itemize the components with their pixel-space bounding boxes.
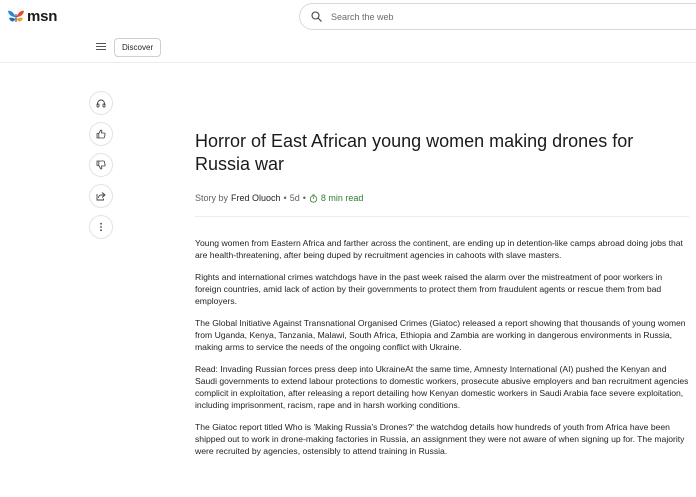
thumbs-down-icon (96, 160, 106, 170)
divider (195, 216, 689, 217)
sub-navigation (0, 36, 696, 63)
top-bar (0, 0, 696, 34)
timer-icon (309, 194, 318, 203)
like-button[interactable] (89, 122, 113, 146)
share-icon (96, 191, 106, 201)
listen-button[interactable] (89, 91, 113, 115)
read-time (309, 193, 364, 203)
search-icon (311, 11, 322, 22)
paragraph: The Global Initiative Against Transnational Organised Crimes (Giatoc) released a report showing that thousands of young women from Uganda, Kenya, Tanzania, Malawi, South Africa, Ethiopia and Zambia are working in dangerous environments in Russia, making arms to service the needs of the ongoing conflict with Ukraine. (195, 318, 686, 352)
paragraph: The Giatoc report titled Who is 'Making Russia's Drones?' the watchdog details how hundreds of youth from Africa have been shipped out to work in drone-making factories in Russia, an assignment they were not aware of when signing up for. The majority were recruited by agencies, ostensibly to attend training in Russia. (195, 422, 685, 456)
article-action-rail (89, 91, 113, 246)
read-time-label: 8 min read (320, 193, 364, 203)
article-title: Horror of East African young women making drones for Russia war (195, 131, 634, 174)
thumbs-up-icon (96, 129, 106, 139)
butterfly-logo-icon (7, 9, 25, 25)
byline-prefix: Story by (195, 193, 229, 203)
headphones-icon (96, 98, 106, 108)
hamburger-menu-icon[interactable] (96, 43, 106, 53)
paragraph: Rights and international crimes watchdogs have in the past week raised the alarm over the mistreatment of poor workers in foreign countries, amid lack of action by their governments to protect them from fraudulent agents or rescue them from bad employers. (195, 272, 663, 306)
msn-logo[interactable] (7, 8, 57, 25)
logo-text: msn (27, 8, 58, 25)
article-age: 5d (289, 193, 300, 203)
byline (195, 193, 689, 203)
article (195, 130, 689, 467)
article-body (195, 237, 689, 457)
author-link[interactable]: Fred Oluoch (231, 193, 281, 203)
share-button[interactable] (89, 184, 113, 208)
more-vertical-icon (96, 222, 106, 232)
paragraph: Young women from Eastern Africa and farther across the continent, are ending up in detention-like camps abroad doing jobs that are health-threatening, after being duped by recruitment agencies in cahoots with slave masters. (195, 238, 683, 260)
separator-dot: • (302, 193, 306, 203)
dislike-button[interactable] (89, 153, 113, 177)
paragraph: Read: Invading Russian forces press deep into UkraineAt the same time, Amnesty International (AI) pushed the Kenyan and Saudi governments to extend labour protections to domestic workers, prosecute abusive employers and ban recruitment agencies complicit in exploitation, after releasing a report detailing how Kenyan domestic workers in Saudi Arabia face severe exploitation, including imprisonment, racism, rape and in harsh working conditions. (195, 364, 689, 410)
search-input[interactable] (331, 12, 631, 22)
discover-button[interactable]: Discover (114, 38, 161, 57)
search-box[interactable] (299, 3, 696, 30)
more-options-button[interactable] (89, 215, 113, 239)
separator-dot: • (283, 193, 287, 203)
